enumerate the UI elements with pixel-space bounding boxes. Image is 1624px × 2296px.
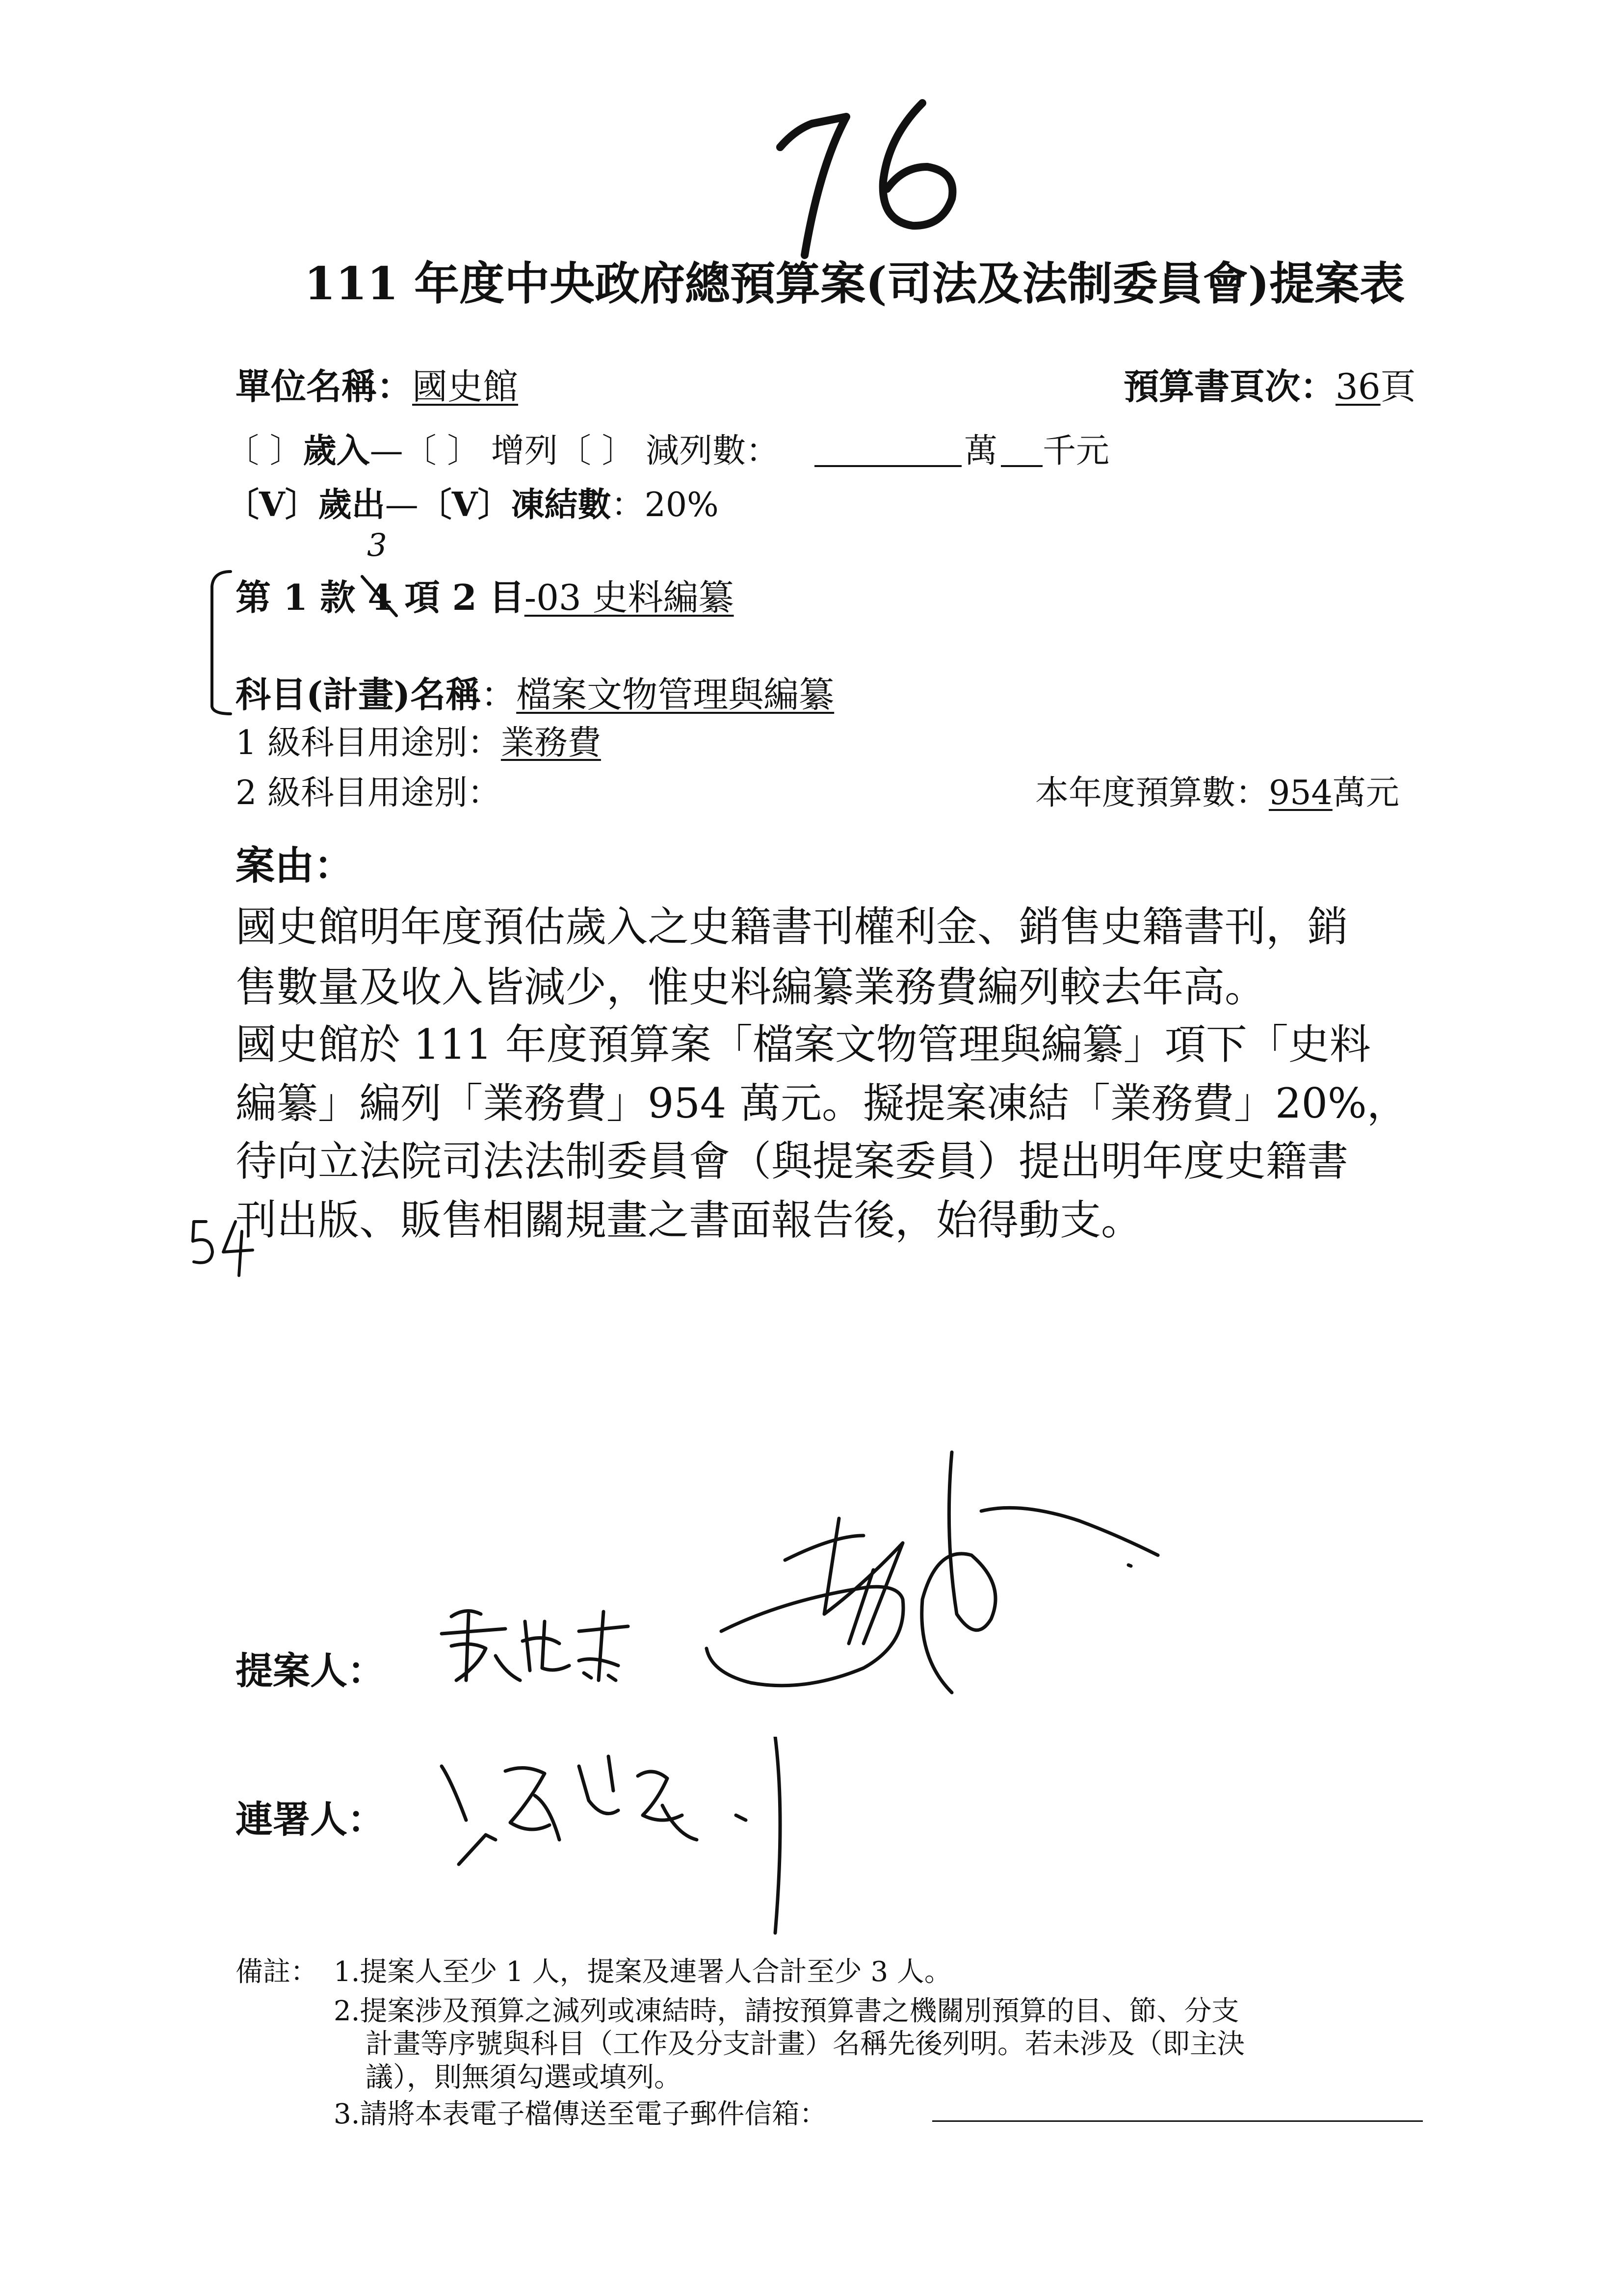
proposer-signature-2 bbox=[677, 1437, 1187, 1742]
revenue-row bbox=[226, 424, 779, 472]
budget-page-value: 36 bbox=[1336, 366, 1381, 407]
note-2-line-1: 2.提案涉及預算之減列或凍結時，請按預算書之機關別預算的目、節、分支 bbox=[334, 1995, 1239, 2027]
reason-line: 編纂」編列「業務費」954 萬元。擬提案凍結「業務費」20%， bbox=[236, 1079, 1408, 1127]
freeze-bracket: 〔V〕 bbox=[418, 485, 511, 524]
note-1: 1.提案人至少 1 人，提案及連署人合計至少 3 人。 bbox=[334, 1956, 952, 1988]
revenue-increase: 〔 〕 增列 bbox=[403, 432, 558, 470]
freeze-label: 凍結數 bbox=[511, 485, 611, 524]
budget-page-suffix: 頁 bbox=[1380, 366, 1416, 407]
level2-label: 2 級科目用途別： bbox=[236, 774, 501, 812]
note-3: 3.請將本表電子檔傳送至電子郵件信箱： bbox=[334, 2098, 827, 2130]
annual-budget-label: 本年度預算數： bbox=[1035, 774, 1269, 812]
annual-budget-row bbox=[1035, 766, 1399, 814]
expenditure-dash: — bbox=[385, 486, 419, 524]
revenue-label: 歲入 bbox=[303, 431, 370, 470]
proposer-label: 提案人： bbox=[236, 1649, 385, 1693]
revenue-qian: 千元 bbox=[1043, 432, 1110, 470]
reason-line: 國史館於 111 年度預算案「檔案文物管理與編纂」項下「史料 bbox=[236, 1020, 1371, 1069]
proposer-signature-1 bbox=[422, 1587, 653, 1705]
handwritten-brace bbox=[196, 564, 240, 721]
item-strike-mark bbox=[357, 569, 401, 623]
unit-row bbox=[236, 358, 518, 409]
reason-line: 刊出版、販售相關規畫之書面報告後，始得動支。 bbox=[236, 1196, 1143, 1244]
revenue-dash: — bbox=[369, 432, 403, 470]
annual-budget-unit: 萬元 bbox=[1332, 774, 1399, 812]
budget-page-row bbox=[1124, 358, 1416, 409]
item-middle: 項 2 目 bbox=[404, 576, 524, 618]
email-blank bbox=[932, 2120, 1423, 2122]
item-row bbox=[236, 569, 734, 620]
revenue-qian-blank bbox=[1001, 465, 1043, 467]
annual-budget-value: 954 bbox=[1269, 774, 1333, 812]
level2-row bbox=[236, 766, 501, 814]
handwritten-number bbox=[765, 93, 971, 272]
reason-heading: 案由： bbox=[236, 842, 353, 888]
expenditure-row bbox=[226, 478, 719, 526]
budget-page-label: 預算書頁次： bbox=[1124, 365, 1336, 407]
cosigner-label: 連署人： bbox=[236, 1798, 385, 1841]
revenue-bracket: 〔 〕 bbox=[226, 432, 303, 470]
unit-label: 單位名稱： bbox=[236, 365, 413, 407]
item-struck-digit: 4 bbox=[367, 576, 393, 618]
cosigner-signature bbox=[432, 1737, 834, 1943]
margin-note bbox=[184, 1207, 258, 1282]
item-hand-digit: 3 bbox=[367, 527, 387, 564]
note-2-line-2: 計畫等序號與科目（工作及分支計畫）名稱先後列明。若未涉及（即主決 bbox=[366, 2028, 1245, 2060]
freeze-value: ：20% bbox=[611, 486, 719, 524]
expenditure-label: 歲出 bbox=[318, 485, 385, 524]
subject-label: 科目(計畫)名稱 bbox=[236, 674, 481, 715]
level1-row bbox=[236, 716, 601, 764]
reason-line: 售數量及收入皆減少，惟史料編纂業務費編列較去年高。 bbox=[236, 963, 1266, 1011]
item-prefix: 第 1 款 bbox=[236, 576, 356, 618]
level1-label: 1 級科目用途別： bbox=[236, 724, 501, 762]
reason-line: 國史館明年度預估歲入之史籍書刊權利金、銷售史籍書刊，銷 bbox=[236, 903, 1349, 951]
subject-row bbox=[236, 666, 834, 717]
subject-colon: ： bbox=[481, 674, 517, 715]
revenue-amount-blank bbox=[814, 465, 962, 467]
unit-value: 國史館 bbox=[412, 366, 519, 407]
revenue-wan: 萬 bbox=[964, 432, 998, 470]
page-title: 111 年度中央政府總預算案(司法及法制委員會)提案表 bbox=[304, 257, 1405, 310]
level1-value: 業務費 bbox=[500, 724, 601, 762]
note-2-line-3: 議），則無須勾選或填列。 bbox=[366, 2061, 681, 2093]
subject-value: 檔案文物管理與編纂 bbox=[516, 674, 835, 715]
notes-label: 備註： bbox=[236, 1956, 318, 1988]
expenditure-bracket: 〔V〕 bbox=[226, 485, 318, 524]
item-code: -03 史料編纂 bbox=[524, 577, 734, 618]
revenue-decrease: 〔 〕 減列數： bbox=[557, 432, 780, 470]
reason-line: 待向立法院司法法制委員會（與提案委員）提出明年度史籍書 bbox=[236, 1137, 1349, 1185]
